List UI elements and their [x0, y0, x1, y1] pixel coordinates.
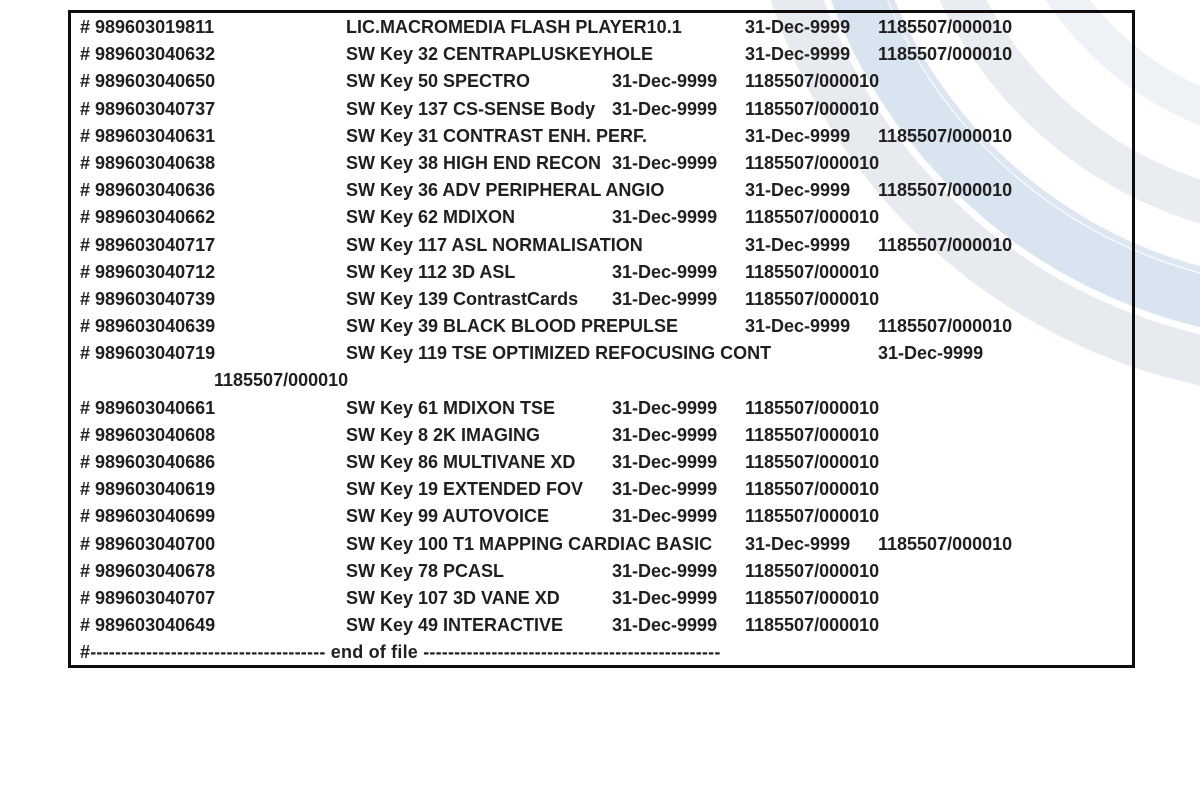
entry-contract: 1185507/000010: [745, 397, 880, 418]
entry-expiry-date: 31-Dec-9999: [745, 316, 851, 337]
entry-id: # 989603040686: [80, 452, 216, 472]
entry-id: # 989603040638: [80, 152, 216, 173]
entry-contract: 1185507/000010: [745, 506, 880, 527]
entry-expiry-date: 31-Dec-9999: [612, 71, 718, 92]
license-row-continuation: [71, 367, 1132, 394]
entry-expiry-date: 31-Dec-9999: [612, 424, 718, 445]
entry-contract: 1185507/000010: [745, 261, 880, 282]
entry-contract: 1185507/000010: [878, 234, 1013, 255]
entry-expiry-date: 31-Dec-9999: [612, 397, 718, 418]
entry-expiry-date: 31-Dec-9999: [745, 44, 851, 65]
license-row: [71, 204, 1132, 231]
entry-contract: 1185507/000010: [745, 587, 880, 608]
entry-contract: 1185507/000010: [745, 288, 880, 309]
entry-contract: 1185507/000010: [745, 479, 880, 500]
entry-description: SW Key 139 ContrastCards: [346, 288, 579, 309]
license-row: [71, 449, 1132, 476]
entry-id: # 989603040737: [80, 98, 216, 119]
entry-description: SW Key 99 AUTOVOICE: [346, 506, 550, 527]
entry-expiry-date: 31-Dec-9999: [612, 98, 718, 119]
license-row: [71, 96, 1132, 123]
entry-description: SW Key 38 HIGH END RECON: [346, 152, 602, 173]
entry-id: # 989603040619: [80, 479, 216, 500]
entry-expiry-date: 31-Dec-9999: [612, 615, 718, 636]
license-row: [71, 286, 1132, 313]
entry-expiry-date: 31-Dec-9999: [745, 533, 851, 554]
entry-expiry-date: 31-Dec-9999: [612, 587, 718, 608]
entry-contract: 1185507/000010: [745, 424, 880, 445]
entry-description: LIC.MACROMEDIA FLASH PLAYER10.1: [346, 17, 682, 37]
entry-description: SW Key 137 CS-SENSE Body: [346, 98, 596, 119]
entry-expiry-date: 31-Dec-9999: [745, 180, 851, 201]
entry-id: # 989603040632: [80, 44, 216, 65]
license-row: [71, 150, 1132, 177]
license-row: [71, 68, 1132, 95]
license-file-box: [68, 10, 1135, 668]
license-row: [71, 232, 1132, 259]
license-row: [71, 531, 1132, 558]
entry-contract: 1185507/000010: [214, 370, 349, 391]
license-row: [71, 476, 1132, 503]
license-rows: [71, 13, 1132, 639]
entry-description: SW Key 36 ADV PERIPHERAL ANGIO: [346, 180, 665, 201]
license-row: [71, 313, 1132, 340]
entry-description: SW Key 19 EXTENDED FOV: [346, 479, 584, 500]
entry-expiry-date: 31-Dec-9999: [612, 506, 718, 527]
entry-id: # 989603040636: [80, 180, 216, 201]
entry-id: # 989603040661: [80, 397, 216, 418]
license-row: [71, 340, 1132, 367]
entry-id: # 989603040608: [80, 424, 216, 445]
license-row: [71, 14, 1132, 41]
entry-id: # 989603040631: [80, 125, 216, 146]
entry-description: SW Key 8 2K IMAGING: [346, 424, 541, 445]
entry-description: SW Key 112 3D ASL: [346, 261, 516, 282]
entry-description: SW Key 31 CONTRAST ENH. PERF.: [346, 125, 648, 146]
entry-description: SW Key 107 3D VANE XD: [346, 587, 560, 608]
entry-expiry-date: 31-Dec-9999: [745, 17, 851, 37]
license-row: [71, 123, 1132, 150]
entry-expiry-date: 31-Dec-9999: [612, 452, 718, 472]
license-row: [71, 422, 1132, 449]
entry-id: # 989603040700: [80, 533, 216, 554]
entry-contract: 1185507/000010: [745, 98, 880, 119]
license-row: [71, 612, 1132, 639]
entry-expiry-date: 31-Dec-9999: [878, 343, 984, 364]
license-row: [71, 503, 1132, 530]
entry-id: # 989603019811: [80, 17, 215, 37]
license-row: [71, 259, 1132, 286]
entry-contract: 1185507/000010: [878, 316, 1013, 337]
license-row: [71, 395, 1132, 422]
entry-description: SW Key 39 BLACK BLOOD PREPULSE: [346, 316, 679, 337]
entry-contract: 1185507/000010: [745, 152, 880, 173]
license-row: [71, 41, 1132, 68]
entry-id: # 989603040678: [80, 560, 216, 581]
entry-id: # 989603040639: [80, 316, 216, 337]
entry-expiry-date: 31-Dec-9999: [612, 479, 718, 500]
entry-description: SW Key 61 MDIXON TSE: [346, 397, 556, 418]
entry-expiry-date: 31-Dec-9999: [612, 288, 718, 309]
entry-description: SW Key 78 PCASL: [346, 560, 505, 581]
entry-description: SW Key 100 T1 MAPPING CARDIAC BASIC: [346, 533, 713, 554]
entry-contract: 1185507/000010: [745, 452, 880, 472]
entry-contract: 1185507/000010: [878, 44, 1013, 65]
entry-expiry-date: 31-Dec-9999: [745, 125, 851, 146]
license-row: [71, 558, 1132, 585]
entry-contract: 1185507/000010: [745, 71, 880, 92]
entry-id: # 989603040707: [80, 587, 216, 608]
entry-description: SW Key 32 CENTRAPLUSKEYHOLE: [346, 44, 654, 65]
entry-expiry-date: 31-Dec-9999: [745, 234, 851, 255]
license-row: [71, 585, 1132, 612]
entry-contract: 1185507/000010: [878, 533, 1013, 554]
end-of-file-text: #-------------------------------------- end of file ------------------------------------------------: [80, 642, 721, 663]
entry-contract: 1185507/000010: [878, 180, 1013, 201]
entry-contract: 1185507/000010: [745, 207, 880, 228]
entry-id: # 989603040717: [80, 234, 216, 255]
entry-expiry-date: 31-Dec-9999: [612, 261, 718, 282]
entry-expiry-date: 31-Dec-9999: [612, 560, 718, 581]
end-of-file-row: [71, 639, 1132, 666]
entry-description: SW Key 62 MDIXON: [346, 207, 516, 228]
entry-description: SW Key 119 TSE OPTIMIZED REFOCUSING CONT: [346, 343, 772, 364]
entry-id: # 989603040650: [80, 71, 216, 92]
entry-description: SW Key 49 INTERACTIVE: [346, 615, 564, 636]
entry-id: # 989603040699: [80, 506, 216, 527]
entry-id: # 989603040739: [80, 288, 216, 309]
entry-id: # 989603040719: [80, 343, 216, 364]
entry-id: # 989603040662: [80, 207, 216, 228]
entry-description: SW Key 86 MULTIVANE XD: [346, 452, 576, 472]
entry-id: # 989603040649: [80, 615, 216, 636]
entry-contract: 1185507/000010: [878, 125, 1013, 146]
entry-expiry-date: 31-Dec-9999: [612, 207, 718, 228]
entry-contract: 1185507/000010: [878, 17, 1013, 37]
entry-contract: 1185507/000010: [745, 615, 880, 636]
entry-contract: 1185507/000010: [745, 560, 880, 581]
entry-expiry-date: 31-Dec-9999: [612, 152, 718, 173]
license-row: [71, 177, 1132, 204]
entry-description: SW Key 50 SPECTRO: [346, 71, 531, 92]
entry-description: SW Key 117 ASL NORMALISATION: [346, 234, 643, 255]
entry-id: # 989603040712: [80, 261, 216, 282]
